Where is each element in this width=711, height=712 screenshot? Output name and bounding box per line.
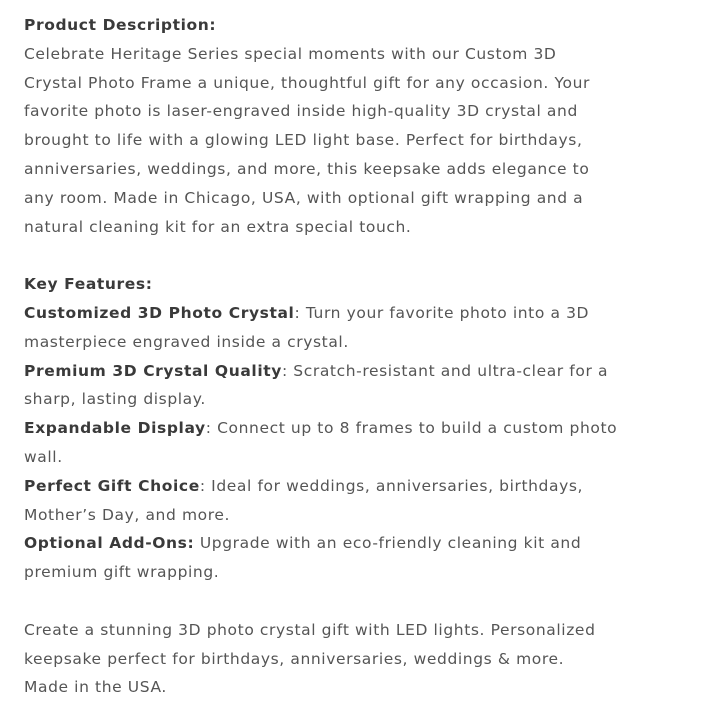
feature-item-title-line (24, 529, 664, 558)
description-line: Crystal Photo Frame a unique, thoughtful gift for any occasion. Your (24, 73, 590, 92)
feature-item-title-line (24, 414, 664, 443)
feature-item-title-line (24, 357, 664, 386)
feature-item-continuation: premium gift wrapping. (24, 563, 220, 582)
product-description-section (24, 11, 664, 702)
feature-text: : Connect up to 8 frames to build a custom photo (205, 419, 618, 438)
feature-text: Upgrade with an eco-friendly cleaning kit and (194, 534, 582, 553)
key-features-heading: Key Features: (24, 275, 153, 294)
feature-title: Expandable Display (24, 419, 206, 438)
feature-text: : Ideal for weddings, anniversaries, birthdays, (199, 476, 584, 495)
feature-title: Perfect Gift Choice (24, 476, 200, 495)
feature-item-title-line (24, 299, 664, 328)
feature-item-continuation: sharp, lasting display. (24, 390, 206, 409)
description-line: Celebrate Heritage Series special moments with our Custom 3D (24, 44, 557, 63)
summary-line: keepsake perfect for birthdays, anniversaries, weddings & more. (24, 649, 565, 668)
summary-line: Made in the USA. (24, 678, 167, 697)
description-line: any room. Made in Chicago, USA, with optional gift wrapping and a (24, 188, 584, 207)
description-line: anniversaries, weddings, and more, this keepsake adds elegance to (24, 159, 590, 178)
feature-text: : Scratch-resistant and ultra-clear for a (281, 361, 609, 380)
feature-item-title-line (24, 472, 664, 501)
feature-item-continuation: Mother’s Day, and more. (24, 505, 231, 524)
feature-title: Premium 3D Crystal Quality (24, 361, 282, 380)
feature-title: Optional Add-Ons: (24, 534, 195, 553)
description-line: favorite photo is laser-engraved inside high-quality 3D crystal and (24, 102, 578, 121)
spacer (24, 241, 664, 270)
description-heading: Product Description: (24, 16, 217, 34)
description-line: brought to life with a glowing LED light base. Perfect for birthdays, (24, 131, 583, 150)
feature-item-continuation: masterpiece engraved inside a crystal. (24, 332, 349, 351)
spacer (24, 587, 664, 616)
description-line: natural cleaning kit for an extra special touch. (24, 217, 412, 236)
summary-line: Create a stunning 3D photo crystal gift with LED lights. Personalized (24, 620, 596, 639)
feature-title: Customized 3D Photo Crystal (24, 303, 295, 322)
feature-item-continuation: wall. (24, 447, 63, 466)
feature-text: : Turn your favorite photo into a 3D (294, 303, 590, 322)
